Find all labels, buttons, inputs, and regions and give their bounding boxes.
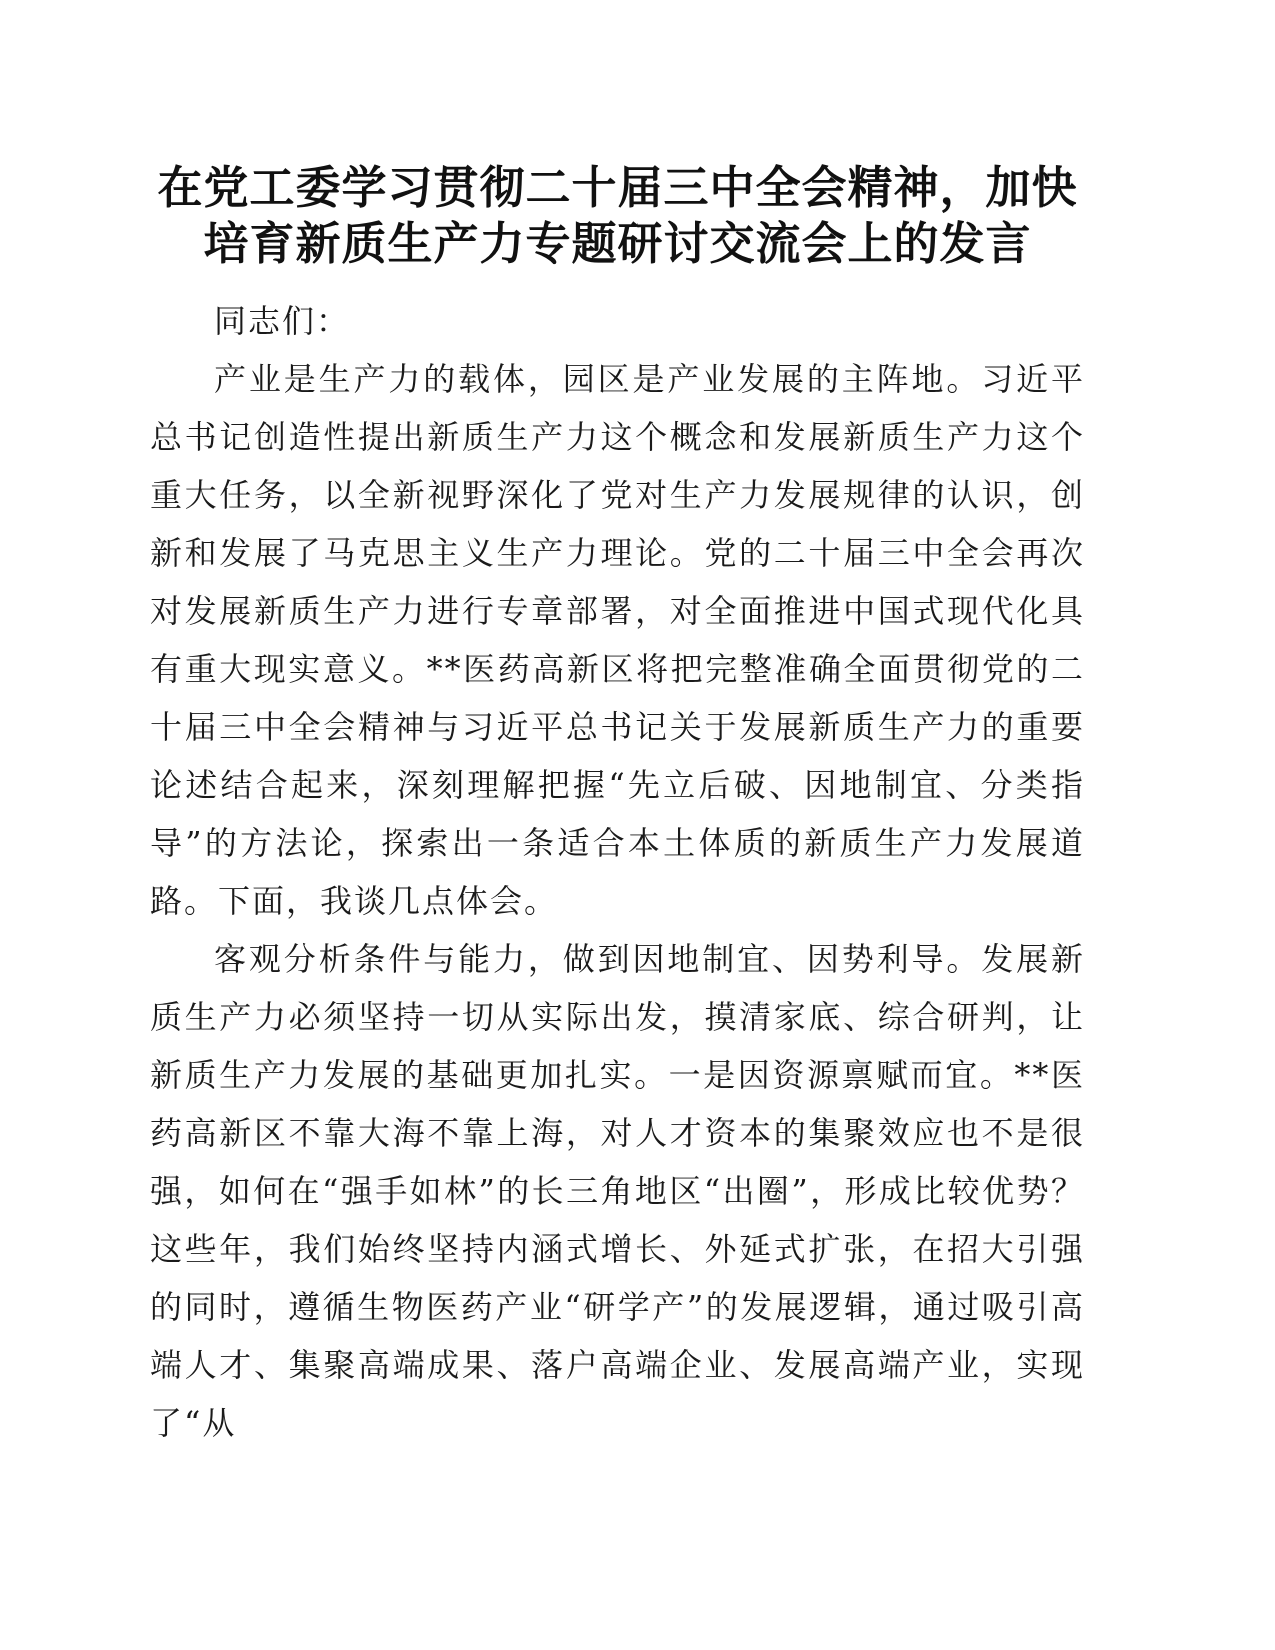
greeting: 同志们： (214, 302, 351, 340)
paragraph-2: 客观分析条件与能力，做到因地制宜、因势利导。发展新质生产力必须坚持一切从实际出发，摸清家底、综合研判，让新质生产力发展的基础更加扎实。一是因资源禀赋而宜。**医药高新区不靠大海不靠上海，对人才资本的集聚效应也不是很强，如何在“强手如林”的长三角地区“出圈”，形成比较优势？这些年，我们始终坚持内涵式增长、外延式扩张，在招大引强的同时，遵循生物医药产业“研学产”的发展逻辑，通过吸引高端人才、集聚高端成果、落户高端企业、发展高端产业，实现了“从 (150, 940, 1085, 1442)
title-line-1: 在党工委学习贯彻二十届三中全会精神，加快 (157, 161, 1078, 214)
paragraph-1: 产业是生产力的载体，园区是产业发展的主阵地。习近平总书记创造性提出新质生产力这个概念和发展新质生产力这个重大任务，以全新视野深化了党对生产力发展规律的认识，创新和发展了马克思主义生产力理论。党的二十届三中全会再次对发展新质生产力进行专章部署，对全面推进中国式现代化具有重大现实意义。**医药高新区将把完整准确全面贯彻党的二十届三中全会精神与习近平总书记关于发展新质生产力的重要论述结合起来，深刻理解把握“先立后破、因地制宜、分类指导”的方法论，探索出一条适合本土体质的新质生产力发展道路。下面，我谈几点体会。 (150, 360, 1085, 920)
document-body (150, 292, 1085, 1452)
document-page (150, 160, 1085, 1452)
document-title (150, 160, 1085, 272)
title-line-2: 培育新质生产力专题研讨交流会上的发言 (203, 217, 1032, 270)
